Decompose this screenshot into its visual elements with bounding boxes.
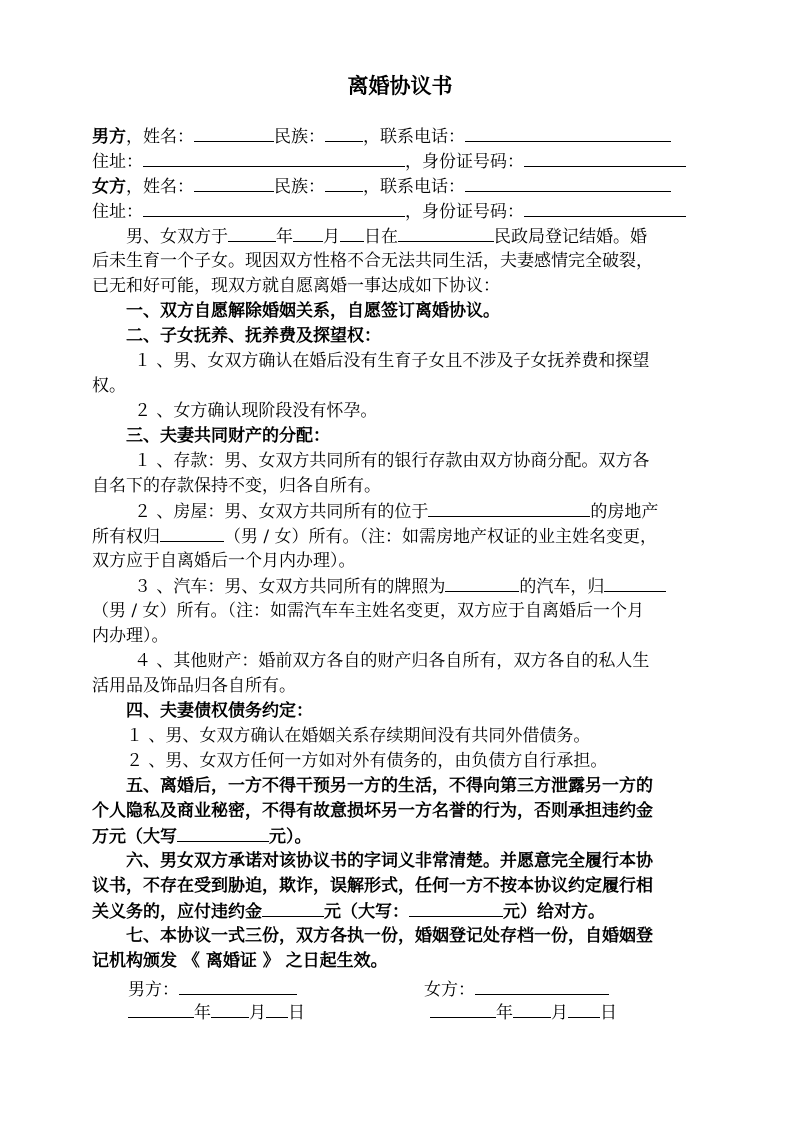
section-2-heading: 二、子女抚养、抚养费及探望权： [126, 326, 381, 346]
car-plate-field[interactable] [445, 574, 519, 592]
female-name-field[interactable] [194, 174, 274, 192]
female-phone-field[interactable] [465, 174, 671, 192]
intro-line-2: 后未生育一个子女。现因双方性格不合无法共同生活，夫妻感情完全破裂， [92, 251, 653, 271]
male-ethnic-field[interactable] [325, 124, 363, 142]
section-7-line-2: 记机构颁发 《 离婚证 》 之日起生效。 [92, 951, 388, 971]
intro-text: 男、女双方于 [126, 227, 228, 247]
year-label: 年 [194, 1003, 211, 1023]
female-label: 女方 [92, 177, 126, 197]
female-signature-field[interactable] [475, 977, 609, 995]
female-signature-row [424, 977, 609, 1002]
section-1-heading: 一、双方自愿解除婚姻关系，自愿签订离婚协议。 [126, 301, 500, 321]
civil-affairs-bureau-field[interactable] [398, 224, 494, 242]
female-ethnic-field[interactable] [325, 174, 363, 192]
clause-3-3 [134, 574, 666, 599]
address-label: 住址： [92, 202, 143, 222]
section-7-line-1: 七、本协议一式三份，双方各执一份，婚姻登记处存档一份，自婚姻登 [126, 926, 653, 946]
month-label: 月 [249, 1003, 266, 1023]
male-signature-row [128, 977, 297, 1002]
male-signature-field[interactable] [179, 977, 297, 995]
clause-text: ２ 、房屋：男、女双方共同所有的位于 [134, 502, 429, 522]
section-6-line-1: 六、男女双方承诺对该协议书的字词义非常清楚。并愿意完全履行本协 [126, 851, 653, 871]
marriage-month-field[interactable] [293, 224, 323, 242]
year-label: 年 [276, 227, 293, 247]
section-5-line-2: 个人隐私及商业秘密，不得有故意损坏另一方名誉的行为，否则承担违约金 [92, 801, 653, 821]
day-label: 日 [288, 1003, 305, 1023]
clause-3-4-cont: 活用品及饰品归各自所有。 [92, 676, 296, 696]
phone-label: ，联系电话： [363, 177, 465, 197]
section-6-line-3 [92, 899, 605, 924]
clause-3-3-cont: （男 / 女）所有。（注：如需汽车车主姓名变更，双方应于自离婚后一个月 [92, 601, 645, 621]
clause-text: ３ 、汽车：男、女双方共同所有的牌照为 [134, 577, 446, 597]
male-name-row [92, 124, 671, 149]
clause-text: （男 / 女）所有。（注：如需房地产权证的业主姓名变更， [224, 527, 658, 547]
clause-2-2: ２ 、女方确认现阶段没有怀孕。 [134, 401, 378, 421]
clause-text: 的汽车，归 [519, 577, 605, 597]
year-label: 年 [496, 1003, 513, 1023]
clause-3-2 [134, 499, 658, 524]
penalty-amount-caps-field[interactable] [409, 899, 503, 917]
property-owner-field[interactable] [160, 524, 224, 542]
clause-2-1: １ 、男、女双方确认在婚后没有生育子女且不涉及子女抚养费和探望 [134, 351, 650, 371]
day-label: 日在 [364, 227, 398, 247]
male-sign-month-field[interactable] [211, 1000, 249, 1018]
male-label: 男方 [92, 127, 126, 147]
section-5-line-1: 五、离婚后，一方不得干预另一方的生活，不得向第三方泄露另一方的 [126, 776, 653, 796]
male-id-field[interactable] [524, 149, 686, 167]
intro-line-3: 已无和好可能，现双方就自愿离婚一事达成如下协议： [92, 276, 500, 296]
id-label: ，身份证号码： [405, 202, 524, 222]
clause-3-4: ４ 、其他财产：婚前双方各自的财产归各自所有，双方各自的私人生 [134, 651, 650, 671]
clause-text: 元）给对方。 [503, 902, 605, 922]
clause-3-3-cont-2: 内办理）。 [92, 626, 169, 646]
month-label: 月 [323, 227, 340, 247]
intro-text: 民政局登记结婚。婚 [494, 227, 647, 247]
male-date-row [128, 1000, 305, 1025]
ethnic-label: 民族： [274, 177, 325, 197]
female-name-row [92, 174, 671, 199]
ethnic-label: 民族： [274, 127, 325, 147]
female-address-field[interactable] [143, 199, 405, 217]
female-date-row [430, 1000, 617, 1025]
clause-text: 元）。 [269, 827, 312, 847]
female-sign-day-field[interactable] [568, 1000, 600, 1018]
male-address-field[interactable] [143, 149, 405, 167]
penalty-amount-field[interactable] [262, 899, 324, 917]
section-3-heading: 三、夫妻共同财产的分配： [126, 426, 330, 446]
male-sign-day-field[interactable] [266, 1000, 288, 1018]
male-phone-field[interactable] [465, 124, 671, 142]
female-signature-label: 女方： [424, 980, 475, 1000]
section-5-line-3 [92, 824, 312, 849]
clause-4-2: ２ 、男、女双方任何一方如对外有债务的，由负债方自行承担。 [126, 751, 608, 771]
clause-text: 元（大写： [324, 902, 409, 922]
id-label: ，身份证号码： [405, 152, 524, 172]
female-id-field[interactable] [524, 199, 686, 217]
clause-3-1-cont: 自名下的存款保持不变，归各自所有。 [92, 476, 381, 496]
penalty-amount-words-field[interactable] [177, 824, 269, 842]
address-label: 住址： [92, 152, 143, 172]
marriage-year-field[interactable] [228, 224, 276, 242]
clause-4-1: １ 、男、女双方确认在婚姻关系存续期间没有共同外借债务。 [126, 726, 591, 746]
property-location-field[interactable] [428, 499, 590, 517]
clause-text: 所有权归 [92, 527, 160, 547]
car-owner-field[interactable] [604, 574, 666, 592]
female-sign-month-field[interactable] [513, 1000, 551, 1018]
female-sign-year-field[interactable] [430, 1000, 496, 1018]
male-name-field[interactable] [194, 124, 274, 142]
male-signature-label: 男方： [128, 980, 179, 1000]
month-label: 月 [551, 1003, 568, 1023]
clause-text: 关义务的，应付违约金 [92, 902, 262, 922]
clause-3-1: １ 、存款：男、女双方共同所有的银行存款由双方协商分配。双方各 [134, 451, 650, 471]
clause-text: 万元（大写 [92, 827, 177, 847]
name-label: ，姓名： [126, 127, 194, 147]
name-label: ，姓名： [126, 177, 194, 197]
section-6-line-2: 议书，不存在受到胁迫，欺诈，误解形式，任何一方不按本协议约定履行相 [92, 876, 653, 896]
page-title: 离婚协议书 [347, 74, 453, 98]
section-4-heading: 四、夫妻债权债务约定： [126, 701, 313, 721]
clause-text: 的房地产 [590, 502, 659, 522]
female-address-row [92, 199, 686, 224]
marriage-day-field[interactable] [340, 224, 364, 242]
intro-line-1 [126, 224, 647, 249]
clause-3-2-cont [92, 524, 657, 549]
clause-2-1-cont: 权。 [92, 376, 126, 396]
day-label: 日 [600, 1003, 617, 1023]
male-address-row [92, 149, 686, 174]
phone-label: ，联系电话： [363, 127, 465, 147]
male-sign-year-field[interactable] [128, 1000, 194, 1018]
clause-3-2-cont-2: 双方应于自离婚后一个月内办理）。 [92, 551, 356, 571]
